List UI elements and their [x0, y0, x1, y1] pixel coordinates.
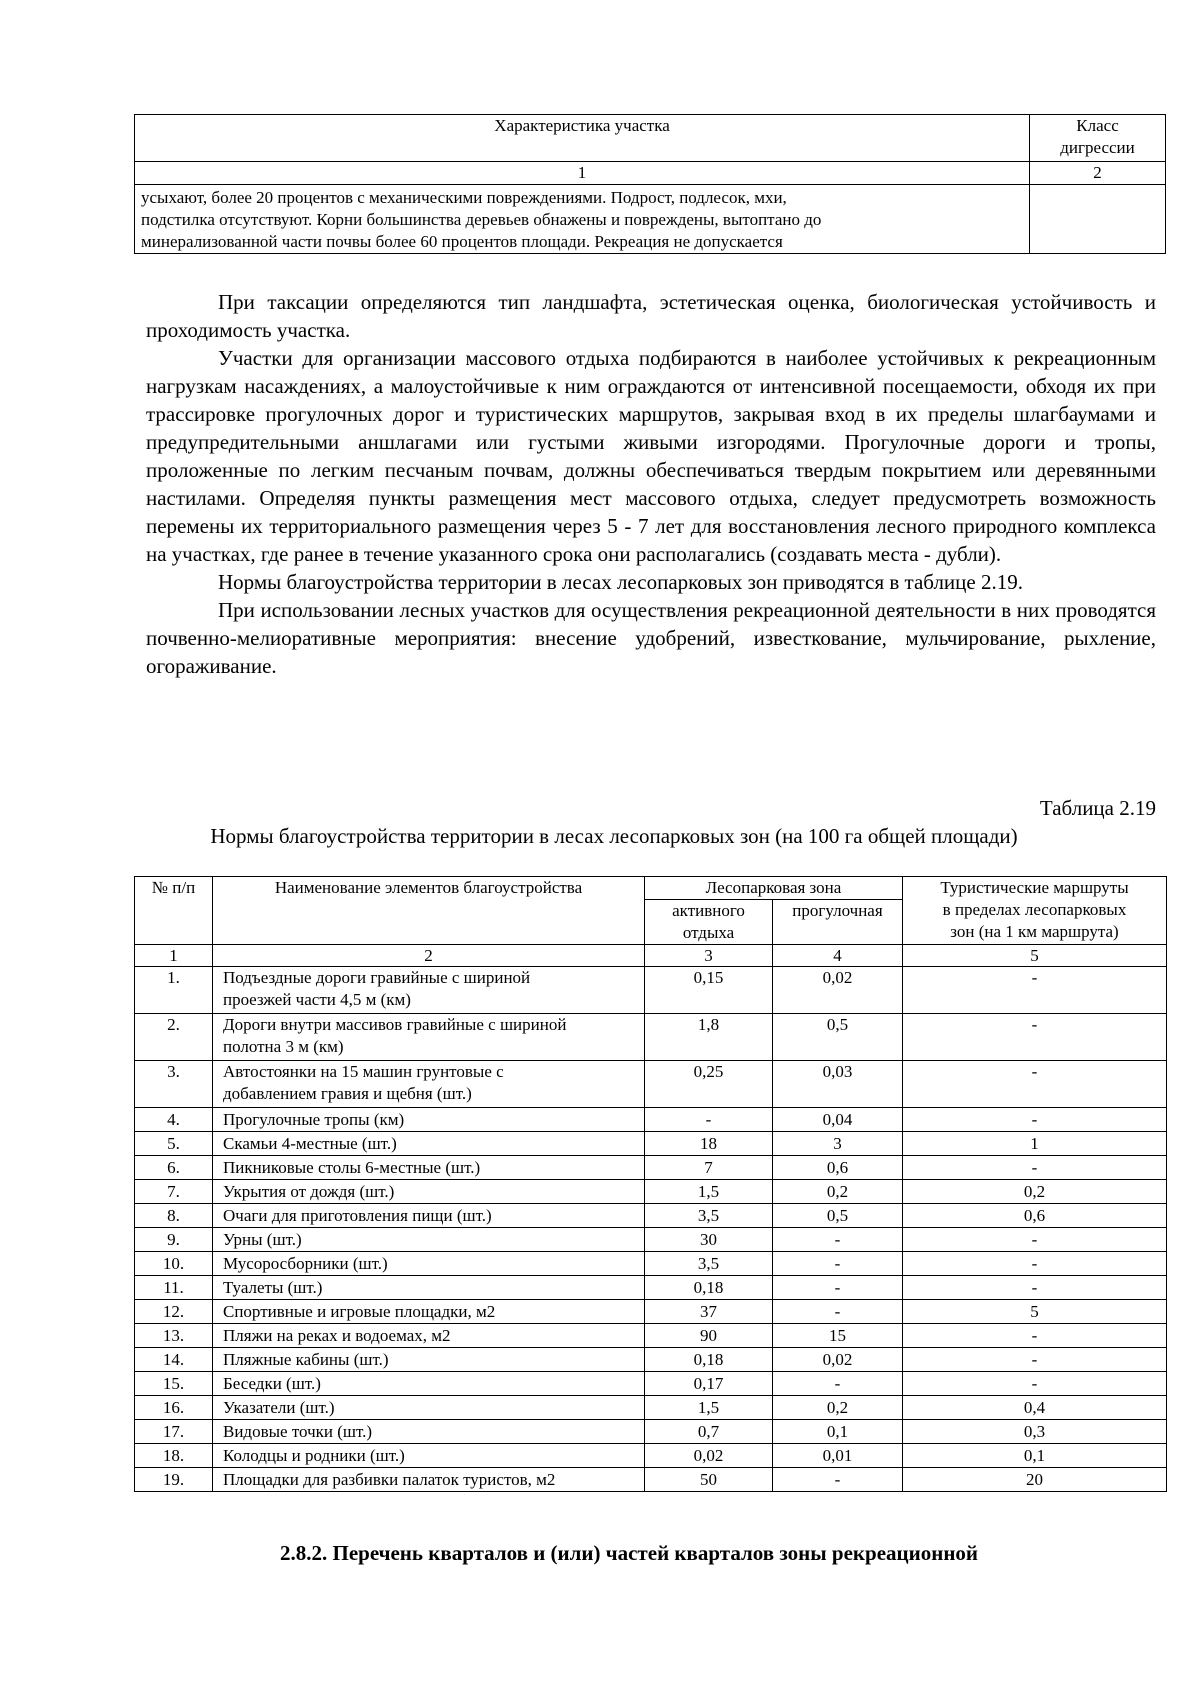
row-number: 4. — [135, 1108, 213, 1132]
header-tourist-line: Туристические маршруты — [940, 878, 1129, 897]
table-row — [135, 1132, 1167, 1156]
text-line: усыхают, более 20 процентов с механическими повреждениями. Подрост, подлесок, мхи, — [141, 188, 787, 207]
active-rest-value: 50 — [645, 1468, 773, 1492]
header-active-line: отдыха — [682, 923, 735, 942]
row-number: 18. — [135, 1444, 213, 1468]
walking-value: 0,04 — [773, 1108, 903, 1132]
active-rest-value: 7 — [645, 1156, 773, 1180]
element-name — [213, 1156, 645, 1180]
tourist-route-value: 20 — [903, 1468, 1167, 1492]
row-number: 10. — [135, 1252, 213, 1276]
table-row — [135, 1108, 1167, 1132]
element-name — [213, 1396, 645, 1420]
tourist-route-value: 0,4 — [903, 1396, 1167, 1420]
header-tourist-line: в пределах лесопарковых — [942, 900, 1127, 919]
tourist-route-value: - — [903, 1252, 1167, 1276]
active-rest-value: 3,5 — [645, 1252, 773, 1276]
element-name-line: прoезжей части 4,5 м (км) — [223, 990, 411, 1009]
element-name-line: Видовые точки (шт.) — [223, 1422, 373, 1441]
element-name-line: Дороги внутри массивов гравийные с шириной — [223, 1015, 567, 1034]
row-number: 7. — [135, 1180, 213, 1204]
element-name — [213, 1324, 645, 1348]
table-row — [135, 1228, 1167, 1252]
header-active-line: активного — [672, 901, 745, 920]
text-line: подстилка отсутствуют. Корни большинства деревьев обнажены и повреждены, вытоптано до — [141, 210, 822, 229]
paragraph: При таксации определяются тип ландшафта, эстетическая оценка, биологическая устойчивость и проходимость участка. — [146, 290, 1156, 342]
header-forest-park-zone: Лесопарковая зона — [645, 877, 903, 900]
walking-value: 0,02 — [773, 967, 903, 1014]
digression-table — [134, 114, 1166, 254]
tourist-route-value: - — [903, 1228, 1167, 1252]
column-number: 4 — [773, 945, 903, 967]
element-name-line: Беседки (шт.) — [223, 1374, 321, 1393]
paragraph: Нормы благоустройства территории в лесах лесопарковых зон приводятся в таблице 2.19. — [218, 570, 1023, 594]
table-caption: Таблица 2.19 — [1039, 796, 1156, 820]
walking-value: - — [773, 1372, 903, 1396]
row-number: 12. — [135, 1300, 213, 1324]
text-line: минерализованной части почвы более 60 процентов площади. Рекреация не допускается — [141, 232, 783, 251]
walking-value: 0,1 — [773, 1420, 903, 1444]
element-name — [213, 1468, 645, 1492]
table-row — [135, 1300, 1167, 1324]
element-name — [213, 1444, 645, 1468]
tourist-route-value: 0,1 — [903, 1444, 1167, 1468]
active-rest-value: 37 — [645, 1300, 773, 1324]
header-tourist-line: зон (на 1 км маршрута) — [950, 922, 1119, 941]
active-rest-value: 18 — [645, 1132, 773, 1156]
header-digression-class — [1030, 115, 1166, 162]
tourist-route-value: - — [903, 967, 1167, 1014]
improvement-norms-table — [134, 876, 1167, 1492]
column-number: 1 — [135, 945, 213, 967]
tourist-route-value: 0,3 — [903, 1420, 1167, 1444]
header-digression-class-line1: Класс — [1076, 116, 1119, 135]
tourist-route-value: 5 — [903, 1300, 1167, 1324]
active-rest-value: 3,5 — [645, 1204, 773, 1228]
table-row — [135, 1276, 1167, 1300]
element-name-line: Пикниковые столы 6-местные (шт.) — [223, 1158, 481, 1177]
table-row — [135, 1156, 1167, 1180]
walking-value: 15 — [773, 1324, 903, 1348]
walking-value: 0,6 — [773, 1156, 903, 1180]
active-rest-value: 0,25 — [645, 1061, 773, 1108]
column-number: 5 — [903, 945, 1167, 967]
table-row — [135, 1372, 1167, 1396]
walking-value: 0,5 — [773, 1014, 903, 1061]
active-rest-value: 1,8 — [645, 1014, 773, 1061]
row-number: 19. — [135, 1468, 213, 1492]
active-rest-value: 0,18 — [645, 1348, 773, 1372]
element-name-line: Пляжные кабины (шт.) — [223, 1350, 389, 1369]
tourist-route-value: - — [903, 1276, 1167, 1300]
active-rest-value: - — [645, 1108, 773, 1132]
row-number: 11. — [135, 1276, 213, 1300]
element-name — [213, 1204, 645, 1228]
header-site-characteristic: Характеристика участка — [135, 115, 1030, 162]
element-name — [213, 1061, 645, 1108]
table-row — [135, 1324, 1167, 1348]
element-name-line: Урны (шт.) — [223, 1230, 302, 1249]
tourist-route-value: - — [903, 1324, 1167, 1348]
walking-value: - — [773, 1228, 903, 1252]
element-name-line: Указатели (шт.) — [223, 1398, 335, 1417]
paragraph: При использовании лесных участков для осуществления рекреационной деятельности в них проводятся почвенно-мелиоративные мероприятия: внесение удобрений, известкование, мульчирование, рыхление, огораживание. — [146, 598, 1156, 678]
element-name — [213, 1014, 645, 1061]
element-name-line: Колодцы и родники (шт.) — [223, 1446, 405, 1465]
element-name-line: полотна 3 м (км) — [223, 1037, 344, 1056]
element-name-line: Пляжи на реках и водоемах, м2 — [223, 1326, 451, 1345]
table-row — [135, 1348, 1167, 1372]
tourist-route-value: 0,2 — [903, 1180, 1167, 1204]
element-name-line: добавлением гравия и щебня (шт.) — [223, 1084, 472, 1103]
table-row — [135, 967, 1167, 1014]
table-row — [135, 1468, 1167, 1492]
header-walking: прогулочная — [773, 900, 903, 945]
tourist-route-value: - — [903, 1156, 1167, 1180]
paragraph: Участки для организации массового отдыха подбираются в наиболее устойчивых к рекреационным нагрузкам насаждениях, а малоустойчивые к ним ограждаются от интенсивной посещаемости, обходя их при трассировке прогулочных дорог и туристических маршрутов, закрывая вход в их пределы шлагбаумами и предупредительными аншлагами или густыми живыми изгородями. Прогулочные дороги и тропы, проложенные по легким песчаным почвам, должны обеспечиваться твердым покрытием или деревянными настилами. Определяя пункты размещения мест массового отдыха, следует предусмотреть возможность перемены их территориального размещения через 5 - 7 лет для восстановления лесного природного комплекса на участках, где ранее в течение указанного срока они располагались (создавать места - дубли). — [146, 346, 1156, 566]
element-name-line: Мусоросборники (шт.) — [223, 1254, 388, 1273]
table-row — [135, 1252, 1167, 1276]
table-row — [135, 1420, 1167, 1444]
walking-value: - — [773, 1276, 903, 1300]
element-name-line: Туалеты (шт.) — [223, 1278, 323, 1297]
walking-value: 0,01 — [773, 1444, 903, 1468]
element-name-line: Скамьи 4-местные (шт.) — [223, 1134, 397, 1153]
element-name — [213, 1420, 645, 1444]
row-number: 13. — [135, 1324, 213, 1348]
column-number: 2 — [1030, 162, 1166, 185]
element-name — [213, 1372, 645, 1396]
walking-value: 0,02 — [773, 1348, 903, 1372]
header-tourist-routes — [903, 877, 1167, 945]
element-name-line: Укрытия от дождя (шт.) — [223, 1182, 395, 1201]
header-digression-class-line2: дигрессии — [1060, 138, 1135, 157]
walking-value: 0,2 — [773, 1396, 903, 1420]
digression-class-cell — [1030, 185, 1166, 254]
walking-value: 0,2 — [773, 1180, 903, 1204]
column-number: 3 — [645, 945, 773, 967]
element-name — [213, 1300, 645, 1324]
element-name — [213, 1228, 645, 1252]
element-name-line: Автостоянки на 15 машин грунтовые с — [223, 1062, 504, 1081]
element-name — [213, 1180, 645, 1204]
active-rest-value: 0,7 — [645, 1420, 773, 1444]
table-row — [135, 1061, 1167, 1108]
column-number: 2 — [213, 945, 645, 967]
active-rest-value: 1,5 — [645, 1180, 773, 1204]
row-number: 14. — [135, 1348, 213, 1372]
active-rest-value: 0,15 — [645, 967, 773, 1014]
walking-value: - — [773, 1252, 903, 1276]
tourist-route-value: 1 — [903, 1132, 1167, 1156]
table-row — [135, 1014, 1167, 1061]
walking-value: 0,5 — [773, 1204, 903, 1228]
walking-value: - — [773, 1300, 903, 1324]
row-number: 8. — [135, 1204, 213, 1228]
row-number: 9. — [135, 1228, 213, 1252]
element-name — [213, 967, 645, 1014]
element-name-line: Спортивные и игровые площадки, м2 — [223, 1302, 496, 1321]
table-row — [135, 1180, 1167, 1204]
row-number: 1. — [135, 967, 213, 1014]
row-number: 3. — [135, 1061, 213, 1108]
walking-value: 3 — [773, 1132, 903, 1156]
active-rest-value: 0,17 — [645, 1372, 773, 1396]
element-name-line: Очаги для приготовления пищи (шт.) — [223, 1206, 492, 1225]
tourist-route-value: - — [903, 1348, 1167, 1372]
active-rest-value: 0,02 — [645, 1444, 773, 1468]
table-row — [135, 1204, 1167, 1228]
tourist-route-value: 0,6 — [903, 1204, 1167, 1228]
body-text — [146, 288, 1156, 680]
element-name-line: Прогулочные тропы (км) — [223, 1110, 405, 1129]
element-name — [213, 1348, 645, 1372]
element-name-line: Подъездные дороги гравийные с шириной — [223, 968, 531, 987]
row-number: 17. — [135, 1420, 213, 1444]
column-number: 1 — [135, 162, 1030, 185]
element-name — [213, 1276, 645, 1300]
row-number: 2. — [135, 1014, 213, 1061]
row-number: 6. — [135, 1156, 213, 1180]
row-number: 15. — [135, 1372, 213, 1396]
header-active-rest — [645, 900, 773, 945]
tourist-route-value: - — [903, 1108, 1167, 1132]
walking-value: 0,03 — [773, 1061, 903, 1108]
active-rest-value: 90 — [645, 1324, 773, 1348]
element-name-line: Площадки для разбивки палаток туристов, м2 — [223, 1470, 556, 1489]
element-name — [213, 1252, 645, 1276]
row-number: 16. — [135, 1396, 213, 1420]
row-number: 5. — [135, 1132, 213, 1156]
tourist-route-value: - — [903, 1014, 1167, 1061]
tourist-route-value: - — [903, 1372, 1167, 1396]
table-title: Нормы благоустройства территории в лесах лесопарковых зон (на 100 га общей площади) — [210, 824, 1018, 848]
element-name — [213, 1108, 645, 1132]
element-name — [213, 1132, 645, 1156]
active-rest-value: 1,5 — [645, 1396, 773, 1420]
site-characteristic-text — [135, 185, 1030, 254]
tourist-route-value: - — [903, 1061, 1167, 1108]
active-rest-value: 30 — [645, 1228, 773, 1252]
table-row — [135, 1444, 1167, 1468]
header-number: № п/п — [135, 877, 213, 945]
header-element-name: Наименование элементов благоустройства — [213, 877, 645, 945]
active-rest-value: 0,18 — [645, 1276, 773, 1300]
table-row — [135, 1396, 1167, 1420]
walking-value: - — [773, 1468, 903, 1492]
section-heading: 2.8.2. Перечень кварталов и (или) частей кварталов зоны рекреационной — [280, 1541, 979, 1565]
